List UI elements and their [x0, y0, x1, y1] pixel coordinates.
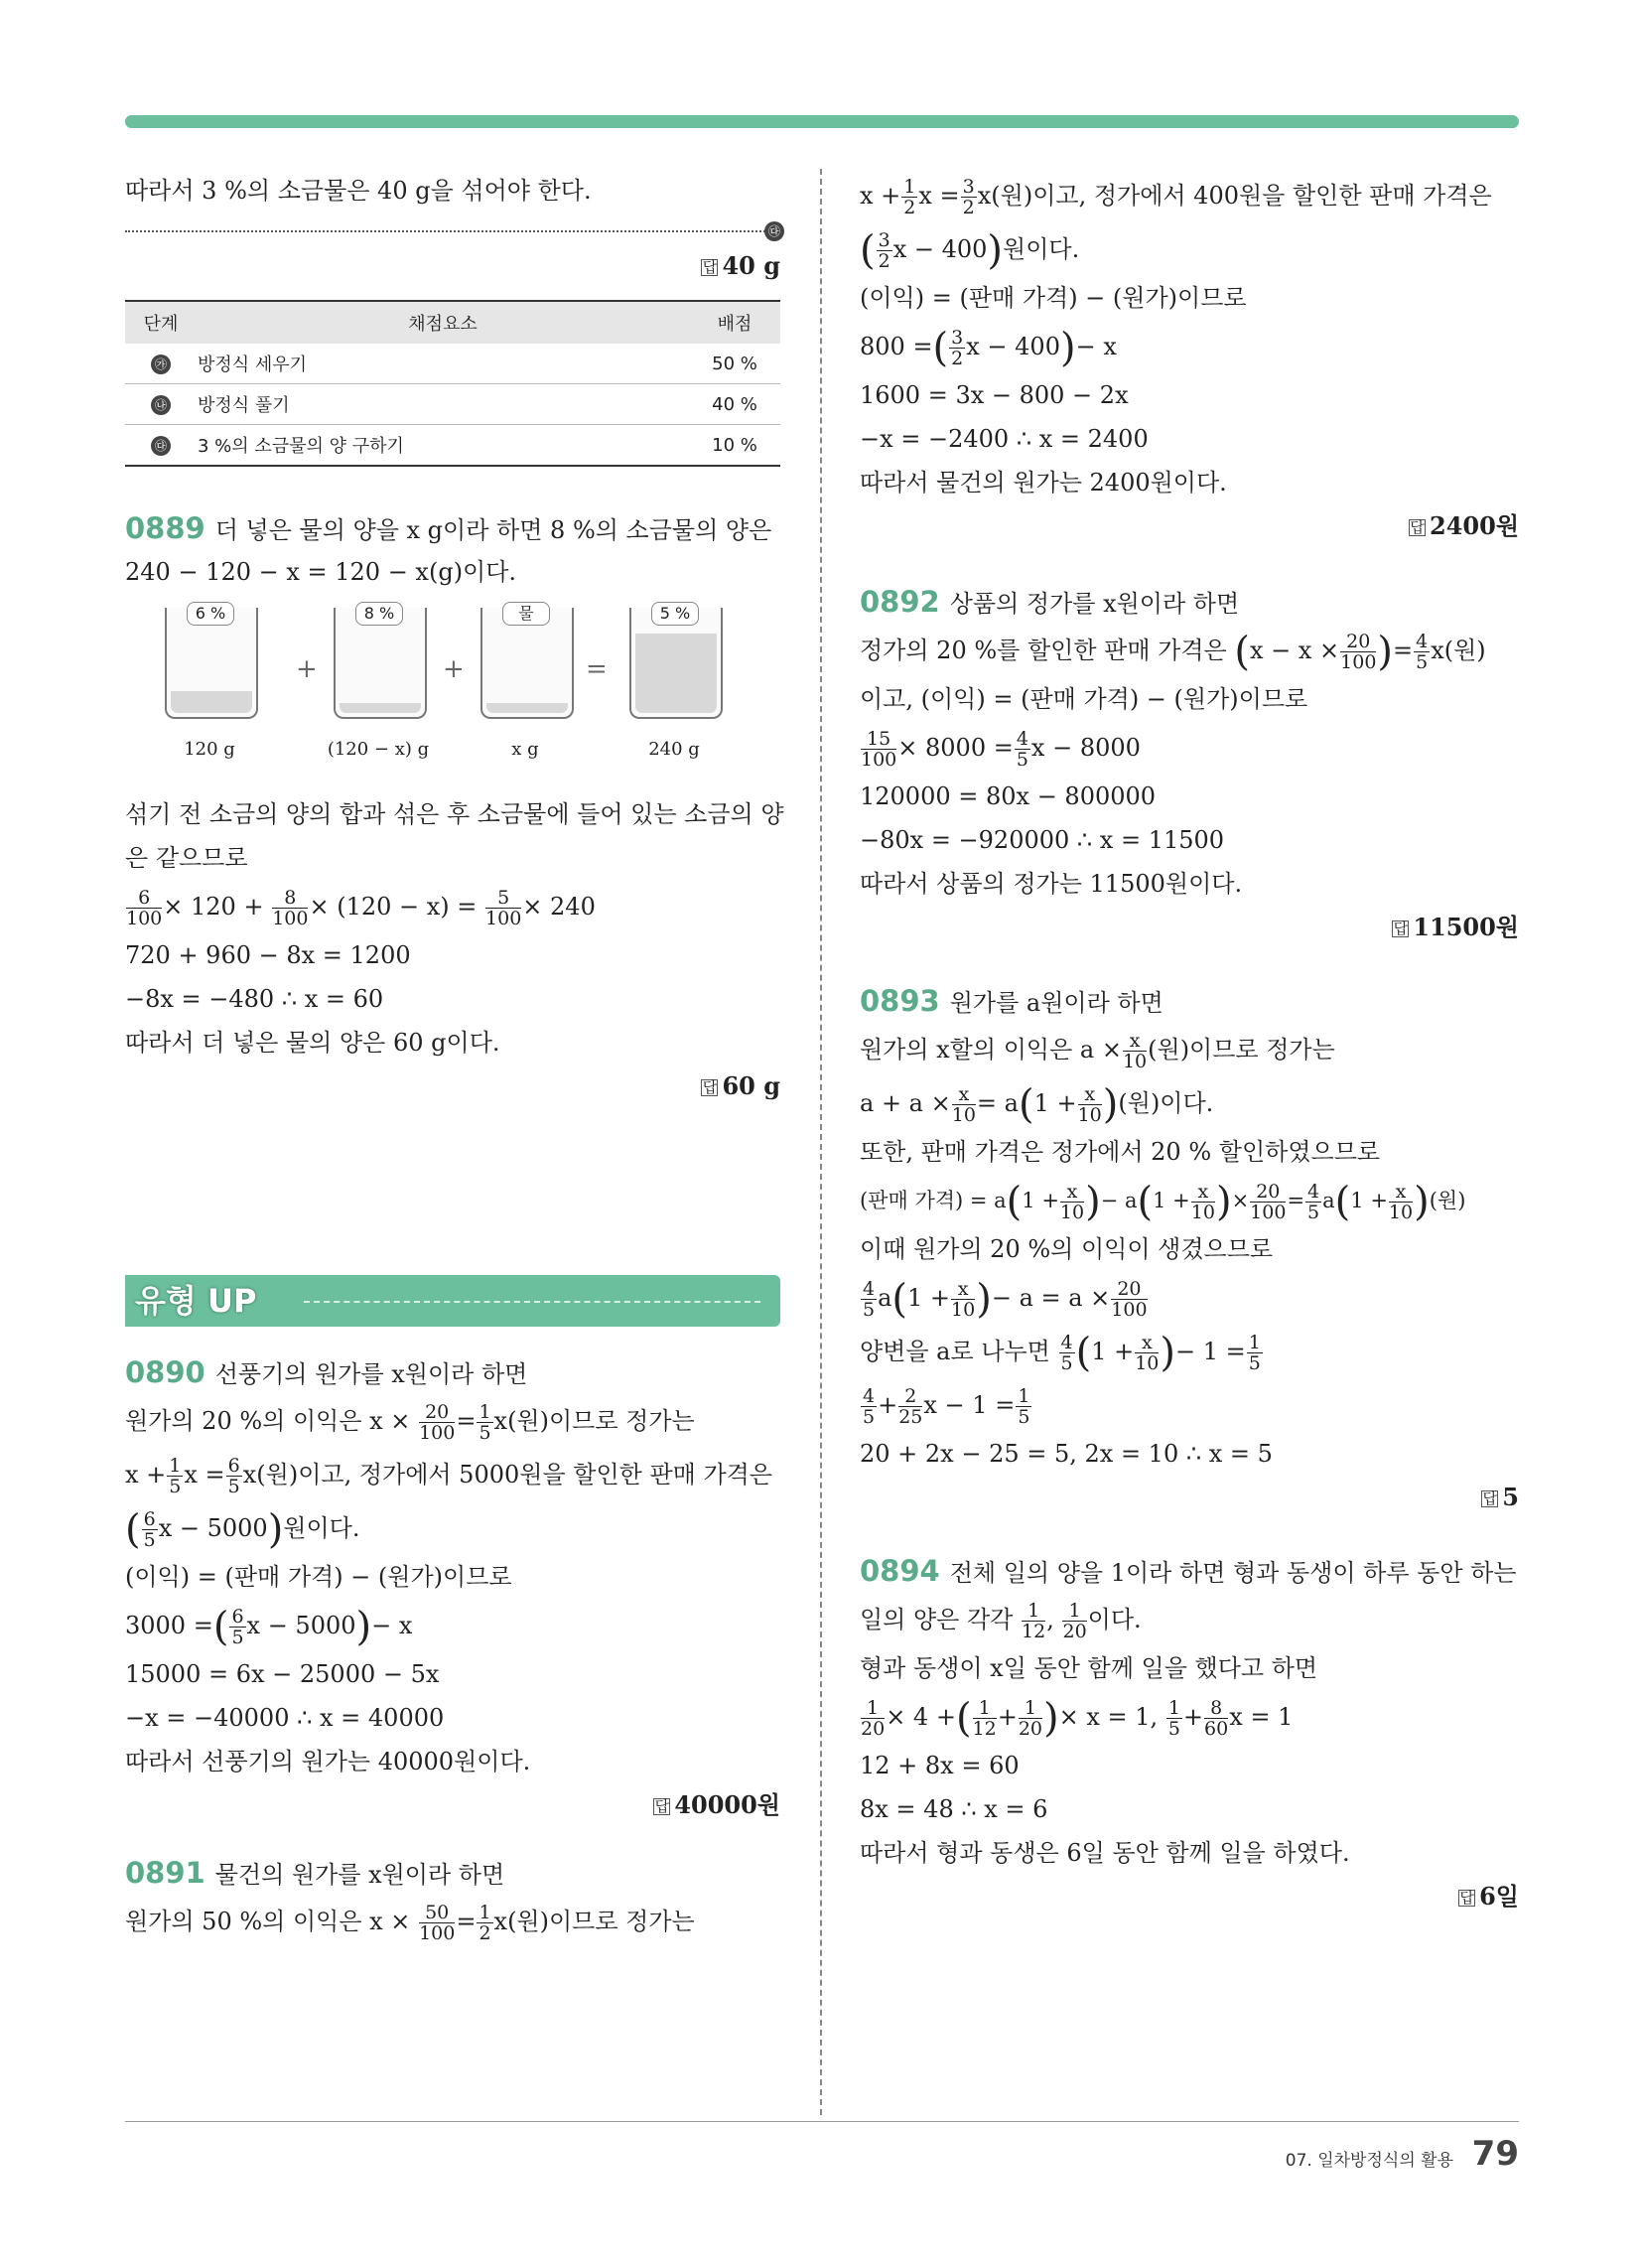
problem-0891	[125, 1851, 780, 1895]
equation: 1600 = 3x − 800 − 2x	[860, 381, 1129, 409]
equation: $\frac{1}{20}$ × 4 +( $\frac{1}{12}$ + $\frac{1}{20}$ )× x = 1, $\frac{1}{5}$ + $\frac{8}{60}$ x = 1	[861, 1695, 1294, 1742]
left-column	[125, 169, 784, 1948]
beaker-label: 6 %	[187, 602, 234, 626]
text-line: 따라서 선풍기의 원가는 40000원이다.	[125, 1748, 531, 1775]
answer-icon: 답	[702, 258, 718, 276]
answer	[860, 1476, 1519, 1519]
table-row	[125, 344, 780, 384]
equation: 12 + 8x = 60	[860, 1752, 1020, 1779]
beaker-caption: 240 g	[648, 739, 700, 760]
answer-icon: 답	[702, 1078, 718, 1096]
answer-icon: 답	[1482, 1489, 1498, 1507]
equation: 8x = 48 ∴ x = 6	[860, 1795, 1048, 1823]
text-line: 따라서 3 %의 소금물은 40 g을 섞어야 한다.	[125, 177, 592, 205]
table-cell: 방정식 세우기	[197, 344, 689, 384]
table-cell: 10 %	[689, 425, 780, 467]
answer-value: 11500원	[1413, 913, 1519, 941]
beaker-label: 8 %	[355, 602, 403, 626]
operator: +	[443, 654, 465, 684]
equation: 양변을 a로 나누면 $\frac{4}{5}$ (1 + $\frac{x}{10}$ )− 1 = $\frac{1}{5}$	[860, 1330, 1261, 1376]
answer-icon: 답	[654, 1797, 670, 1815]
beaker	[334, 604, 427, 719]
text-line: 더 넣은 물의 양을 x g이라 하면 8 %의 소금물의 양은	[214, 516, 772, 544]
table-cell: 50 %	[689, 344, 780, 384]
equation: 3000 =( $\frac{6}{5}$ x − 5000)− x	[125, 1604, 413, 1650]
equation: 800 =( $\frac{3}{2}$ x − 400)− x	[860, 325, 1117, 371]
step-marker: ㉮	[151, 354, 171, 374]
text-line: 은 같으므로	[125, 844, 248, 872]
beaker-label: 5 %	[651, 602, 699, 626]
text-line: 선풍기의 원가를 x원이라 하면	[214, 1360, 528, 1388]
text-line: 240 − 120 − x = 120 − x(g)이다.	[125, 558, 517, 586]
problem-number: 0892	[860, 585, 940, 619]
problem-number: 0891	[125, 1856, 205, 1890]
equation: x + $\frac{1}{5}$ x = $\frac{6}{5}$ x(원)이고, 정가에서 5000원을 할인한 판매 가격은	[125, 1455, 772, 1497]
text-line: 따라서 물건의 원가는 2400원이다.	[860, 469, 1227, 496]
answer-value: 60 g	[722, 1071, 780, 1100]
table-header: 채점요소	[197, 301, 689, 344]
beaker	[629, 604, 723, 719]
text-line: 상품의 정가를 x원이라 하면	[949, 590, 1240, 618]
table-cell: 40 %	[689, 384, 780, 425]
text-line: 물건의 원가를 x원이라 하면	[214, 1861, 505, 1889]
text-line: 또한, 판매 가격은 정가에서 20 % 할인하였으므로	[860, 1138, 1381, 1166]
text-line: 따라서 상품의 정가는 11500원이다.	[860, 870, 1243, 898]
equation: $\frac{4}{5}$ + $\frac{2}{25}$ x − 1 = $\frac{1}{5}$	[863, 1385, 1030, 1428]
dotted-separator	[125, 224, 780, 238]
problem-0889	[125, 506, 780, 550]
text-line: 섞기 전 소금의 양의 합과 섞은 후 소금물에 들어 있는 소금의 양	[125, 800, 784, 828]
answer	[860, 504, 1519, 548]
page-footer	[125, 2121, 1519, 2174]
answer-value: 5	[1502, 1483, 1519, 1511]
equation: 원가의 20 %의 이익은 x × $\frac{20}{100}$ = $\frac{1}{5}$ x(원)이므로 정가는	[125, 1401, 695, 1444]
equation: −x = −2400 ∴ x = 2400	[860, 425, 1149, 453]
section-header	[125, 1267, 780, 1329]
problem-number: 0894	[860, 1554, 940, 1588]
equation: a + a × $\frac{x}{10}$ = a(1 + $\frac{x}{10}$ )(원)이다.	[860, 1081, 1214, 1128]
equation: −x = −40000 ∴ x = 40000	[125, 1704, 445, 1732]
page-number: 79	[1471, 2134, 1519, 2174]
text-line: (이익) = (판매 가격) − (원가)이므로	[125, 1563, 512, 1591]
equation: −8x = −480 ∴ x = 60	[125, 985, 384, 1013]
operator: +	[296, 654, 318, 684]
text-line: 이고, (이익) = (판매 가격) − (원가)이므로	[860, 685, 1308, 713]
problem-0893	[860, 979, 1519, 1023]
equation: 정가의 20 %를 할인한 판매 가격은 (x − x × $\frac{20}{100}$ )= $\frac{4}{5}$ x(원)	[860, 629, 1486, 675]
equation: $\frac{4}{5}$ a(1 + $\frac{x}{10}$ )− a = a × $\frac{20}{100}$	[863, 1276, 1148, 1323]
answer-value: 40000원	[674, 1790, 780, 1819]
answer-icon: 답	[1393, 920, 1409, 937]
equation: 15000 = 6x − 25000 − 5x	[125, 1660, 440, 1688]
scoring-table	[125, 300, 780, 467]
text-line: 따라서 형과 동생은 6일 동안 함께 일을 하였다.	[860, 1839, 1350, 1867]
column-divider	[820, 169, 822, 2115]
problem-number: 0893	[860, 984, 940, 1018]
step-marker: ㉯	[151, 395, 171, 415]
beaker-caption: x g	[511, 739, 539, 760]
problem-number: 0889	[125, 511, 205, 545]
answer-icon: 답	[1459, 1889, 1474, 1907]
step-marker: ㉰	[764, 221, 784, 241]
equation: −80x = −920000 ∴ x = 11500	[860, 826, 1225, 854]
beaker-label: 물	[502, 602, 550, 626]
table-cell: 방정식 풀기	[197, 384, 689, 425]
answer-value: 40 g	[722, 251, 780, 280]
answer	[125, 1064, 780, 1108]
text-line: 전체 일의 양을 1이라 하면 형과 동생이 하루 동안 하는	[949, 1559, 1517, 1587]
equation: x + $\frac{1}{2}$ x = $\frac{3}{2}$ x(원)이고, 정가에서 400원을 할인한 판매 가격은	[860, 176, 1492, 218]
operator: =	[586, 654, 608, 684]
table-header: 배점	[689, 301, 780, 344]
text-line: (이익) = (판매 가격) − (원가)이므로	[860, 284, 1247, 312]
equation: 원가의 x할의 이익은 a × $\frac{x}{10}$ (원)이므로 정가는	[860, 1030, 1335, 1072]
beaker-diagram	[125, 600, 780, 788]
beaker-caption: 120 g	[184, 739, 235, 760]
step-marker: ㉰	[151, 436, 171, 456]
equation: $\frac{6}{100}$ × 120 + $\frac{8}{100}$ × (120 − x) = $\frac{5}{100}$ × 240	[126, 887, 596, 929]
equation: 20 + 2x − 25 = 5, 2x = 10 ∴ x = 5	[860, 1440, 1273, 1468]
table-cell: 3 %의 소금물의 양 구하기	[197, 425, 689, 467]
chapter-title: 07. 일차방정식의 활용	[1285, 2151, 1453, 2171]
beaker-caption: (120 − x) g	[327, 739, 430, 760]
beaker	[480, 604, 574, 719]
equation: 120000 = 80x − 800000	[860, 782, 1157, 810]
problem-0892	[860, 580, 1519, 624]
problem-number: 0890	[125, 1355, 205, 1389]
answer	[125, 1783, 780, 1827]
equation: (판매 가격) = a(1 + $\frac{x}{10}$ )− a(1 + $\frac{x}{10}$ )× $\frac{20}{100}$ = $\frac{4}{5}$ a(1 + $\frac{x}{10}$ )(원)	[860, 1179, 1466, 1225]
answer-icon: 답	[1410, 518, 1425, 536]
equation: ( $\frac{3}{2}$ x − 400)원이다.	[860, 227, 1080, 274]
equation: $\frac{15}{100}$ × 8000 = $\frac{4}{5}$ x − 8000	[861, 728, 1141, 771]
beaker	[165, 604, 258, 719]
answer	[860, 906, 1519, 949]
table-row	[125, 384, 780, 425]
problem-0894	[860, 1549, 1519, 1593]
answer	[860, 1875, 1519, 1918]
text-line: 이때 원가의 20 %의 이익이 생겼으므로	[860, 1235, 1274, 1263]
equation: 720 + 960 − 8x = 1200	[125, 941, 411, 969]
table-header: 단계	[125, 301, 197, 344]
answer-value: 6일	[1479, 1882, 1519, 1911]
problem-0890	[125, 1350, 780, 1394]
answer-value: 2400원	[1430, 511, 1519, 540]
text-line: 형과 동생이 x일 동안 함께 일을 했다고 하면	[860, 1654, 1318, 1682]
header-bar	[125, 115, 1519, 128]
right-column	[860, 169, 1519, 1918]
text-line: 원가를 a원이라 하면	[949, 989, 1163, 1017]
section-title: 유형 UP	[135, 1282, 257, 1320]
text-line: 따라서 더 넣은 물의 양은 60 g이다.	[125, 1029, 500, 1057]
table-row	[125, 425, 780, 467]
equation: ( $\frac{6}{5}$ x − 5000)원이다.	[125, 1506, 360, 1553]
equation: 일의 양은 각각 $\frac{1}{12}$ , $\frac{1}{20}$ 이다.	[860, 1600, 1142, 1642]
answer	[125, 244, 780, 288]
equation: 원가의 50 %의 이익은 x × $\frac{50}{100}$ = $\frac{1}{2}$ x(원)이므로 정가는	[125, 1902, 695, 1944]
